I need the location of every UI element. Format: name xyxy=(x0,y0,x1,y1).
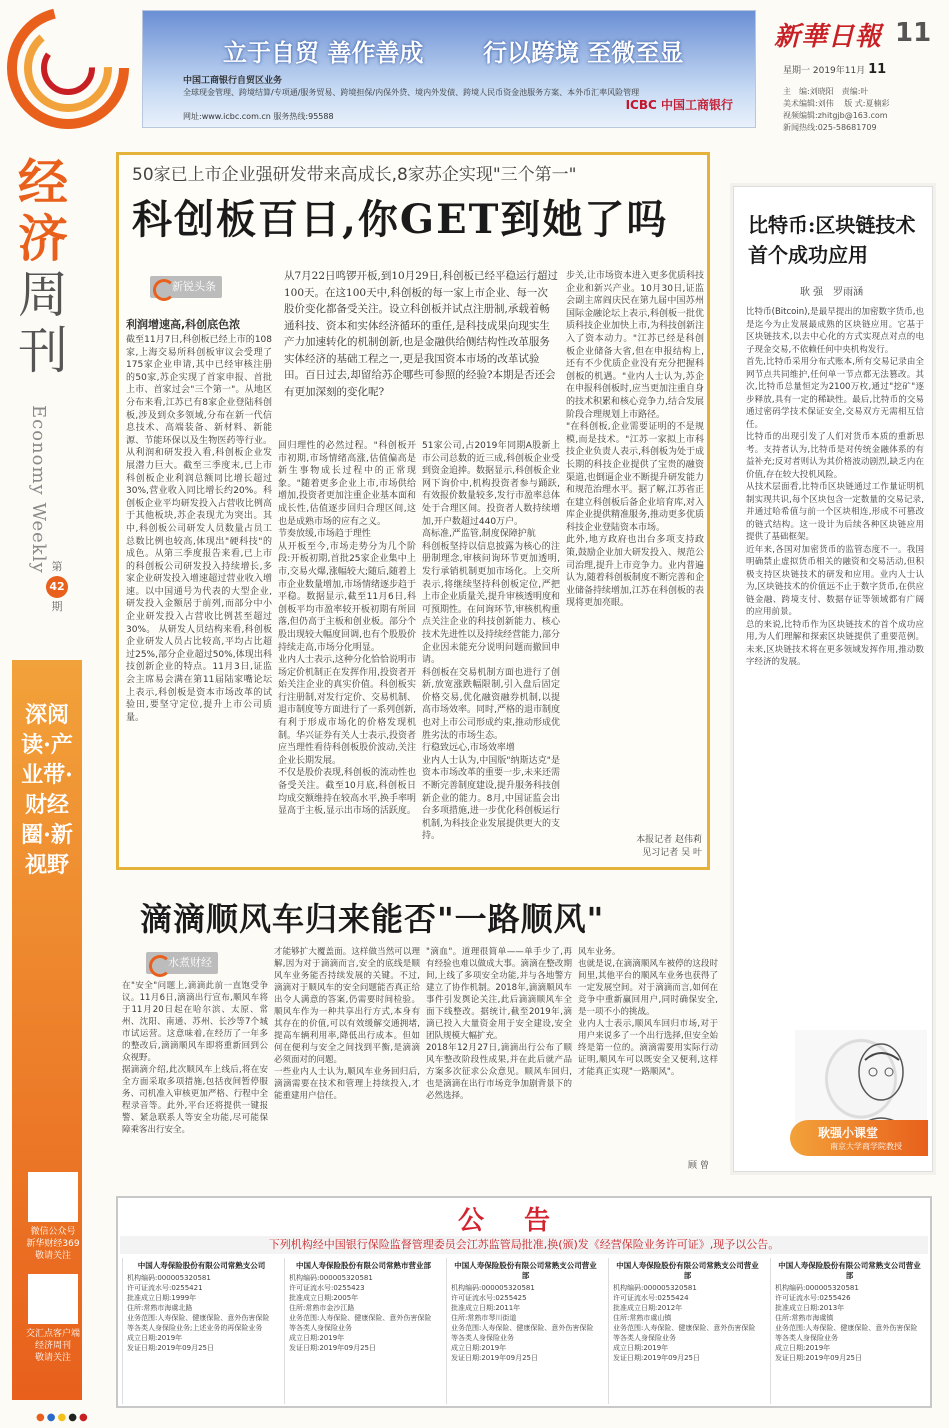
second-column-badge: 水煮财经 xyxy=(146,952,218,974)
qr-code-app[interactable] xyxy=(28,1274,78,1324)
notice-subtitle: 下列机构经中国银行保险监督管理委员会江苏监管局批准,换(颁)发《经营保险业务许可证》,现予以公告。 xyxy=(120,1236,928,1254)
article-headline[interactable]: 科创板百日,你GET到她了吗 xyxy=(132,196,669,243)
second-article-byline: 顾 曾 xyxy=(688,1161,709,1171)
notice-entry: 中国人寿保险股份有限公司常熟支公司营业部 机构编码:000005320581 许可证流水号:0255426 批准成立日期:2013年 住所:常熟市海虞镇 业务范围:人寿保险、健康保险、意外伤害保险等各类人身保险业务 成立日期:2019年 发证日期:2019年09月25日 xyxy=(770,1258,928,1404)
ad-slogan-1: 立于自贸 善作善成 xyxy=(223,38,424,67)
notice-entry: 中国人寿保险股份有限公司常熟市营业部 机构编码:000005320581 许可证流水号:0255423 批准成立日期:2005年 住所:常熟市金沙江路 业务范围:人寿保险、健康保险、意外伤害保险等各类人身保险业务 成立日期:2019年 发证日期:2019年09月25日 xyxy=(284,1258,442,1404)
second-article-column-1: 在"安全"问题上,滴滴此前一直饱受争议。11月6日,滴滴出行宣布,顺风车将于11月20日起在哈尔滨、太原、常州、沈阳、南通、苏州、长沙等7个城市试运营。这意味着,在经历了一年多的整改后,滴滴顺风车即将重新回到公众视野。 据滴滴介绍,此次顺风车上线后,将在安全方面采取多项措施,包括夜间暂停服务、司机准入审核更加严格、行程中全程录音等。此外,平台还将提供一键报警、紧急联系人等安全功能,尽可能保障乘客出行安全。 xyxy=(122,981,268,1135)
notice-entry: 中国人寿保险股份有限公司常熟支公司营业部 机构编码:000005320581 许可证流水号:0255424 批准成立日期:2012年 住所:常熟市虞山镇 业务范围:人寿保险、健康保险、意外伤害保险等各类人身保险业务 成立日期:2019年 发证日期:2019年09月25日 xyxy=(608,1258,766,1404)
page-number: 11 xyxy=(895,18,932,48)
second-article-column-2: 才能够扩大覆盖面。这样做当然可以理解,因为对于滴滴而言,安全的底线是顺风车业务能否持续发展的关键。不过,滴滴对于顺风车的安全问题能否真正给出令人满意的答案,仍需要时间检验。顺风车作为一种共享出行方式,本身有其存在的价值,可以有效缓解交通拥堵,提高车辆利用率,降低出行成本。但如何在便利与安全之间找到平衡,是滴滴必须面对的问题。 一些业内人士认为,顺风车业务回归后,滴滴需要在技术和管理上持续投入,才能重建用户信任。 xyxy=(274,947,420,1101)
publication-date: 星期一 2019年11月 11 xyxy=(783,62,887,77)
notice-entry: 中国人寿保险股份有限公司常熟支公司营业部 机构编码:000005320581 许可证流水号:0255425 批准成立日期:2011年 住所:常熟市琴川街道 业务范围:人寿保险、健康保险、意外伤害保险等各类人身保险业务 成立日期:2019年 发证日期:2019年09月25日 xyxy=(446,1258,604,1404)
notice-entry: 中国人寿保险股份有限公司常熟支公司 机构编码:000005320581 许可证流水号:0255421 批准成立日期:1999年 住所:常熟市海虞北路 业务范围:人寿保险、健康保险、意外伤害保险等各类人身保险业务;上述业务的再保险业务 成立日期:2019年 发证日期:2019年09月25日 xyxy=(122,1258,280,1404)
sidebar-author: 耿 强 罗雨涵 xyxy=(800,287,864,298)
bank-advertisement[interactable] xyxy=(142,10,756,128)
second-article-column-3: "滴血"。道理很简单——单手少了,再有经验也难以做成大事。滴滴在整改期间,上线了多项安全功能,并与各地警方建立了协作机制。2018年,滴滴顺风车事件引发舆论关注,此后滴滴顺风车全面下线整改。据统计,截至2019年,滴滴已投入大量资金用于安全建设,安全团队规模大幅扩充。 2018年12月27日,滴滴出行公布了顺风车整改阶段性成果,并在此后就产品方案多次征求公众意见。顺风车回归,也是滴滴在出行市场竞争加剧背景下的必然选择。 xyxy=(426,947,572,1101)
column-author-title: 南京大学商学院教授 xyxy=(830,1142,902,1151)
editor-credits: 主 编:刘晓阳 责编:叶 美术编辑:刘伟 版 式:夏楠彩 视频编辑:zhitgjb@163.com 新闻热线:025-58681709 xyxy=(783,87,890,132)
qr-caption-wechat: 微信公众号 新华财经369 敬请关注 xyxy=(26,1227,80,1261)
ad-line-2: 全球现金管理、跨境结算/专项通/服务贸易、跨境担保/内保外贷、境内外发债、跨境人民币资金池服务方案、本外币汇率风险管理 xyxy=(183,88,640,97)
section-title-english: Economy Weekly xyxy=(28,405,49,574)
article-subhead-1: 利润增速高,科创底色浓 xyxy=(126,318,241,331)
article-column-1: 截至11月7日,科创板已经上市的108家,上海交易所科创板审议会受理了175家企业申请,其中已经审核注册的50家,苏企实现了首家申报、首批上市、首家过会"三个第一"。从地区分布来看,江苏已有8家企业登陆科创板,涉及到众多领域,分布在新一代信息技术、高端装备、新材料、新能源、节能环保以及生物医药等行业。从利润和研发投入看,科创板企业发展潜力巨大。截至三季度末,已上市科创板企业利润总额同比增长超过30%,营业收入同比增长约20%。科创板企业平均研发投入占营收比例高于其他板块,苏企表现尤为突出。其中,科创板公司研发人员数量占员工总数比例也较高,体现出"硬科技"的成色。从第三季度报告来看,已上市的科创板公司研发投入持续增长,多家企业研发投入增速超过营业收入增速。以中国通号为代表的大型企业,研发投入金额居于前列,而部分中小企业研发投入占营收比例甚至超过30%。 从研发人员结构来看,科创板企业研发人员占比较高,平均占比超过25%,部分企业超过50%,体现出科技创新企业的特点。11月3日,证监会主席易会满在第11届陆家嘴论坛上表示,科创板是资本市场改革的试验田,要坚守定位,提升上市公司质量。 xyxy=(126,335,272,723)
ad-line-1: 中国工商银行自贸区业务 xyxy=(183,76,283,86)
newspaper-logo xyxy=(6,6,130,130)
column-name: 耿强小课堂 xyxy=(818,1126,879,1140)
notice-title: 公告 xyxy=(457,1206,590,1236)
newspaper-masthead: 新華日報 xyxy=(774,22,883,52)
section-slogan: 深阅读·产业带·财经圈·新视野 xyxy=(21,702,73,878)
second-article-headline[interactable]: 滴滴顺风车归来能否"一路顺风" xyxy=(140,900,605,938)
qr-code-wechat[interactable] xyxy=(28,1172,78,1222)
issue-number: 第 42 期 xyxy=(42,560,72,614)
ad-website: 网址:www.icbc.com.cn 服务热线:95588 xyxy=(183,112,334,121)
color-registration-dots: ●●●●● xyxy=(36,1412,90,1423)
article-lead: 从7月22日鸣锣开板,到10月29日,科创板已经平稳运行超过100天。在这100天中,科创板的每一家上市企业、每一次股价变化都备受关注。设立科创板并试点注册制,承载着畅通科技、资本和实体经济循环的重任,是科技成果向现实生产力加速转化的机制创新,也是金融供给侧结构性改革服务实体经济的基础工程之一,更是我国资本市场的改革试验田。百日过去,却留给苏企哪些可参照的经验?本期是否还会有更加深刻的变化呢? xyxy=(284,270,558,398)
article-column-4: 步关,让市场资本进入更多优质科技企业和新兴产业。10月30日,证监会副主席阎庆民在第九届中国苏州国际金融论坛上表示,科创板一批优质科技企业加快上市,为科技创新注入了资本动力。"江苏已经是科创板企业储备大省,但在申报结构上,还有不少优质企业没有充分把握科创板的机遇。"业内人士认为,苏企在申报科创板时,应当更加注重自身的技术积累和核心竞争力,结合发展阶段合理规划上市路径。 "在科创板,企业需要证明的不是规模,而是技术。"江苏一家拟上市科技企业负责人表示,科创板为处于成长期的科技企业提供了宝贵的融资渠道,也倒逼企业不断提升研发能力和规范治理水平。据了解,江苏省正在建立科创板后备企业培育库,对入库企业提供精准服务,推动更多优质科技企业登陆资本市场。 此外,地方政府也出台多项支持政策,鼓励企业加大研发投入、规范公司治理,提升上市竞争力。业内普遍认为,随着科创板制度不断完善和企业储备持续增加,江苏在科创板的表现将更加亮眼。 xyxy=(566,271,704,609)
column-badge: 新锐头条 xyxy=(150,276,222,298)
qr-caption-app: 交汇点客户端 经济周刊 敬请关注 xyxy=(25,1329,80,1363)
second-article-column-4: 风车业务。 也就是说,在滴滴顺风车被停的这段时间里,其他平台的顺风车业务也获得了一定发展空间。对于滴滴而言,如何在竞争中重新赢回用户,同时确保安全,是一项不小的挑战。 业内人士表示,顺风车回归市场,对于用户来说多了一个出行选择,但安全始终是第一位的。滴滴需要用实际行动证明,顺风车可以既安全又便利,这样才能真正实现"一路顺风"。 xyxy=(578,947,718,1077)
article-kicker: 50家已上市企业强研发带来高成长,8家苏企实现"三个第一" xyxy=(132,165,577,185)
ad-slogan-2: 行以跨境 至微至显 xyxy=(483,38,684,67)
swoosh-logo-icon xyxy=(6,6,130,130)
article-column-2: 回归理性的必然过程。"科创板开市初期,市场情绪高涨,估值偏高是新生事物成长过程中的正常现象。"随着更多企业上市,市场供给增加,投资者更加注重企业基本面和成长性,估值逐步回归合理区间,这也是成熟市场的应有之义。 节奏放缓,市场趋于理性 从开板至今,市场走势分为几个阶段:开板初期,首批25家企业集中上市,交易火爆,涨幅较大;随后,随着上市企业数量增加,市场情绪逐步趋于平稳。数据显示,截至11月6日,科创板平均市盈率较开板初期有所回落,但仍高于主板和创业板。部分个股出现较大幅度回调,也有个股股价持续走高,市场分化明显。 业内人士表示,这种分化恰恰说明市场定价机制正在发挥作用,投资者开始关注企业的真实价值。科创板实行注册制,对发行定价、交易机制、退市制度等方面进行了一系列创新,有利于形成市场化的价格发现机制。华兴证券有关人士表示,投资者应当理性看待科创板股价波动,关注企业长期发展。 不仅是股价表现,科创板的流动性也备受关注。截至10月底,科创板日均成交额维持在较高水平,换手率明显高于主板,显示出市场的活跃度。 xyxy=(278,441,416,817)
bank-name: ICBC 中国工商银行 xyxy=(625,98,733,112)
article-byline: 本报记者 赵伟莉 见习记者 吴 叶 xyxy=(636,835,702,858)
article-column-3: 51家公司,占2019年同期A股新上市公司总数的近三成,科创板企业受到资金追捧。数据显示,科创板企业网下询价中,机构投资者参与踊跃,有效报价数量较多,发行市盈率总体处于合理区间。投资者人数持续增加,开户数超过440万户。 高标准,严监管,制度保障护航 科创板坚持以信息披露为核心的注册制理念,审核问询环节更加透明,发行承销机制更加市场化。上交所表示,将继续坚持科创板定位,严把上市企业质量关,提升审核透明度和可预期性。在问询环节,审核机构重点关注企业的科技创新能力、核心技术先进性以及持续经营能力,部分企业因未能充分说明问题而撤回申请。 科创板在交易机制方面也进行了创新,放宽涨跌幅限制,引入盘后固定价格交易,优化融资融券机制,以提高市场效率。同时,严格的退市制度也对上市公司形成约束,推动形成优胜劣汰的市场生态。 行稳致远心,市场效率增 业内人士认为,中国版"纳斯达克"是资本市场改革的重要一步,未来还需不断完善制度建设,提升服务科技创新企业的能力。8月,中国证监会出台多项措施,进一步优化科创板运行机制,为科技企业发展提供更大的支持。 xyxy=(422,441,560,842)
sidebar-headline[interactable]: 比特币:区块链技术首个成功应用 xyxy=(748,213,916,267)
section-title: 经济 周刊 xyxy=(18,153,68,380)
sidebar-body: 比特币(Bitcoin),是最早提出的加密数字货币,也是迄今为止发展最成熟的区块链应用。它基于区块链技术,以去中心化的方式实现点对点的电子现金交易,不依赖任何中央机构发行。 首先,比特币采用分布式账本,所有交易记录由全网节点共同维护,任何单一节点都无法篡改。其次,比特币总量恒定为2100万枚,通过"挖矿"逐步释放,具有一定的稀缺性。最后,比特币的交易通过密码学技术保证安全,交易双方无需相互信任。 比特币的出现引发了人们对货币本质的重新思考。支持者认为,比特币是对传统金融体系的有益补充;反对者则认为其价格波动剧烈,缺乏内在价值,存在较大投机风险。 从技术层面看,比特币区块链通过工作量证明机制实现共识,每个区块包含一定数量的交易记录,并通过哈希值与前一个区块相连,形成不可篡改的链式结构。这一设计为后续各种区块链应用提供了基础框架。 近年来,各国对加密货币的监管态度不一。我国明确禁止虚拟货币相关的融资和交易活动,但积极支持区块链技术的研发和应用。业内人士认为,区块链技术的价值远不止于数字货币,在供应链金融、跨境支付、数据存证等领域都有广阔的应用前景。 总的来说,比特币作为区块链技术的首个成功应用,为人们理解和探索区块链提供了重要范例。未来,区块链技术将在更多领域发挥作用,推动数字经济的发展。 xyxy=(746,307,924,667)
